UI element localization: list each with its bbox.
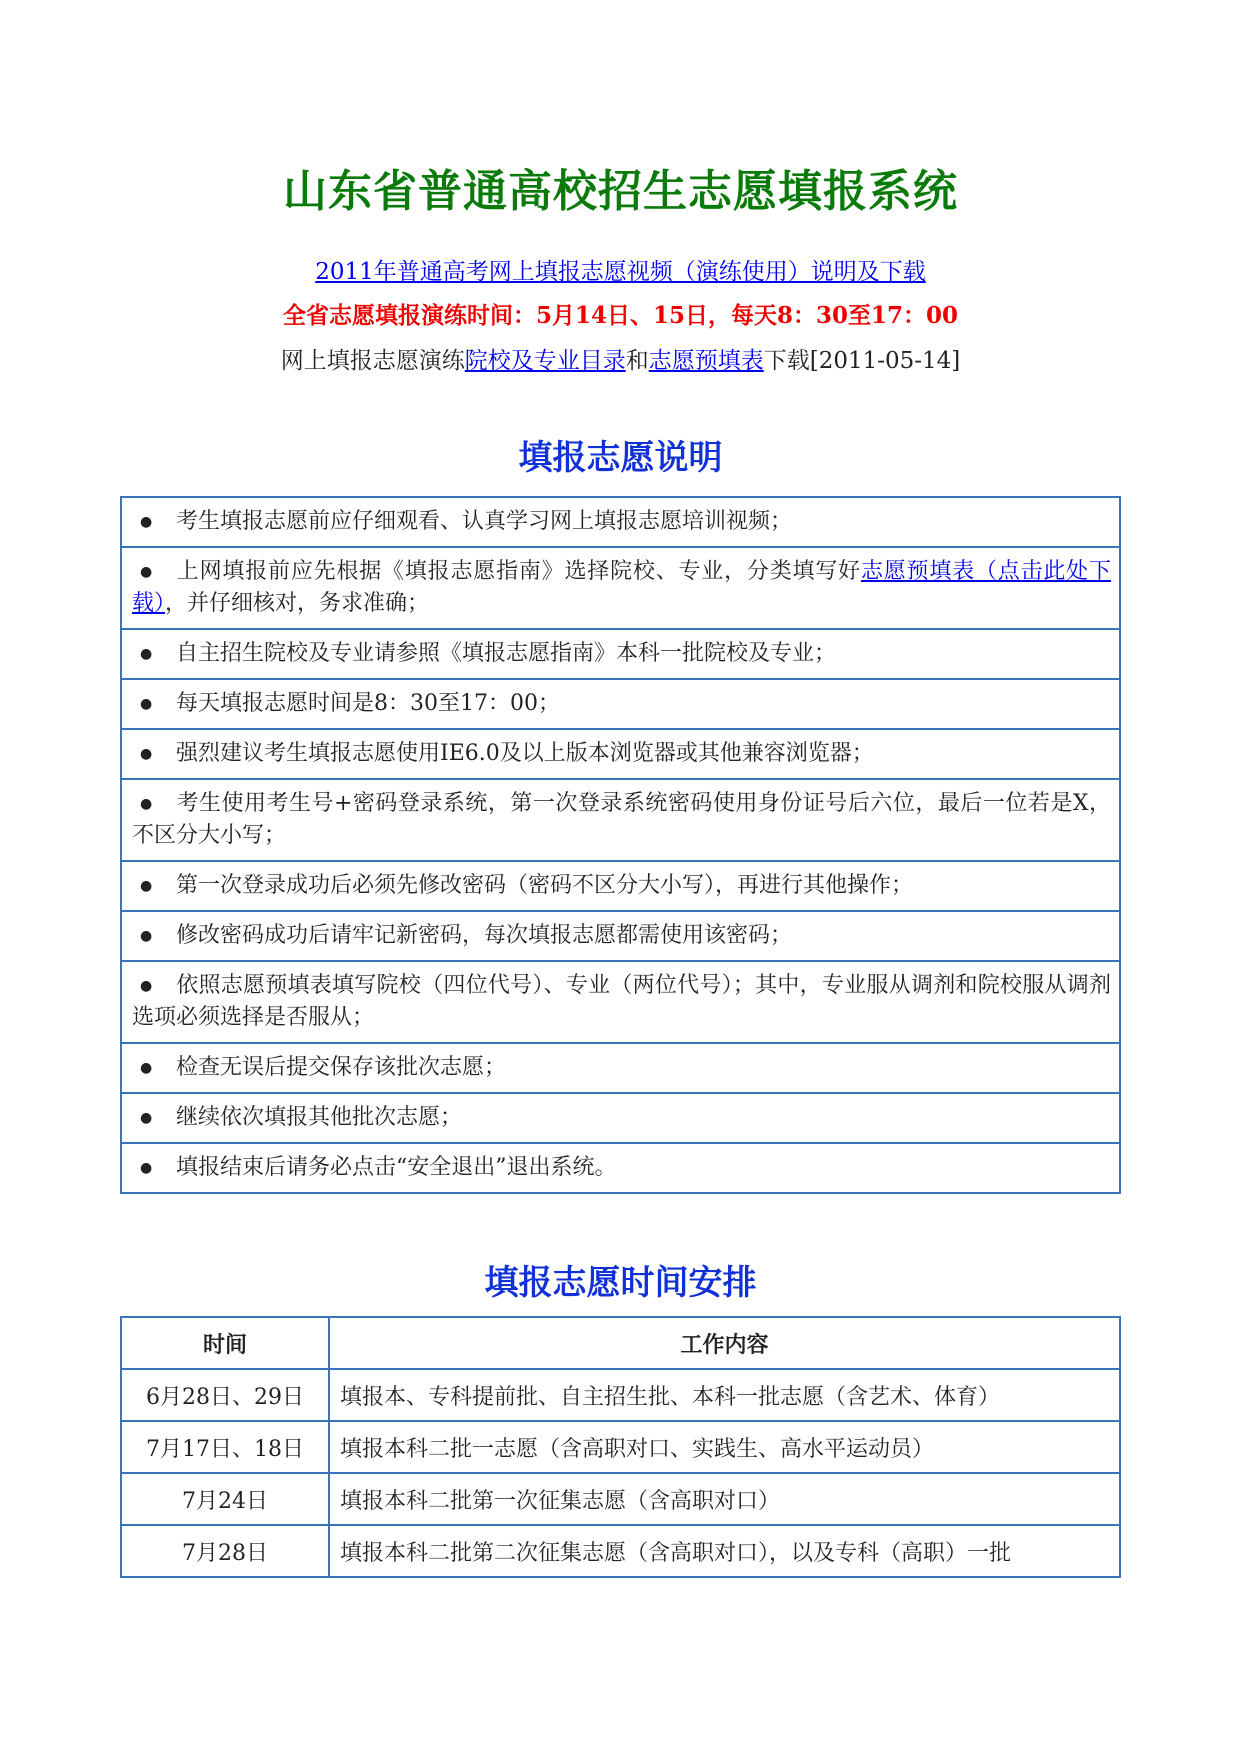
note-row [121, 911, 1120, 961]
notes-table [120, 496, 1121, 1194]
bullet-icon: ● [140, 878, 153, 894]
header-time: 时间 [121, 1317, 329, 1369]
video-link-line [0, 253, 1241, 286]
note-text: 上网填报前应先根据《填报志愿指南》选择院校、专业，分类填写好 [176, 559, 861, 584]
bullet-icon: ● [140, 746, 153, 762]
bullet-icon: ● [140, 646, 153, 662]
schedule-date: 7月17日、18日 [121, 1421, 329, 1473]
bullet-icon: ● [140, 564, 153, 580]
note-cell [121, 961, 1120, 1043]
note-cell [121, 547, 1120, 629]
note-cell [121, 629, 1120, 679]
note-text: 考生使用考生号+密码登录系统，第一次登录系统密码使用身份证号后六位，最后一位若是X，不区分大小写； [132, 791, 1111, 848]
note-row [121, 497, 1120, 547]
download-prefix: 网上填报志愿演练 [280, 348, 465, 374]
bullet-icon: ● [140, 1110, 153, 1126]
note-text: 自主招生院校及专业请参照《填报志愿指南》本科一批院校及专业； [176, 641, 837, 666]
schedule-row [121, 1525, 1120, 1577]
note-row [121, 547, 1120, 629]
schedule-header-row [121, 1317, 1120, 1369]
notes-section-title: 填报志愿说明 [518, 438, 723, 478]
note-cell [121, 679, 1120, 729]
note-row [121, 861, 1120, 911]
schedule-section-title: 填报志愿时间安排 [484, 1263, 757, 1303]
bullet-icon: ● [140, 1160, 153, 1176]
bullet-icon: ● [140, 696, 153, 712]
note-cell [121, 1093, 1120, 1143]
bullet-icon: ● [140, 978, 153, 994]
schedule-date: 7月24日 [121, 1473, 329, 1525]
note-text: 强烈建议考生填报志愿使用IE6.0及以上版本浏览器或其他兼容浏览器； [176, 741, 874, 766]
note-row [121, 961, 1120, 1043]
schedule-content: 填报本科二批一志愿（含高职对口、实践生、高水平运动员） [329, 1421, 1120, 1473]
note-row [121, 729, 1120, 779]
note-row [121, 1043, 1120, 1093]
video-download-link[interactable]: 2011年普通高考网上填报志愿视频（演练使用）说明及下载 [315, 259, 926, 285]
prefill-form-download-link[interactable]: 志愿预填表 [648, 348, 764, 374]
note-text: 填报结束后请务必点击“安全退出”退出系统。 [176, 1155, 617, 1180]
bullet-icon: ● [140, 514, 153, 530]
schedule-date: 6月28日、29日 [121, 1369, 329, 1421]
note-text: 依照志愿预填表填写院校（四位代号）、专业（两位代号）；其中，专业服从调剂和院校服从调剂选项必须选择是否服从； [132, 973, 1111, 1030]
note-cell [121, 911, 1120, 961]
schedule-date: 7月28日 [121, 1525, 329, 1577]
schedule-row [121, 1421, 1120, 1473]
schedule-content: 填报本、专科提前批、自主招生批、本科一批志愿（含艺术、体育） [329, 1369, 1120, 1421]
note-row [121, 679, 1120, 729]
note-text-after: ，并仔细核对，务求准确； [165, 591, 430, 616]
note-cell [121, 1043, 1120, 1093]
note-row [121, 629, 1120, 679]
schedule-content: 填报本科二批第一次征集志愿（含高职对口） [329, 1473, 1120, 1525]
bullet-icon: ● [140, 928, 153, 944]
schedule-table [120, 1316, 1121, 1578]
prefill-form-link[interactable]: 志愿预填表（点击此处下载） [132, 559, 1111, 616]
schedule-row [121, 1473, 1120, 1525]
note-text: 修改密码成功后请牢记新密码，每次填报志愿都需使用该密码； [176, 923, 793, 948]
note-cell [121, 779, 1120, 861]
note-cell [121, 497, 1120, 547]
bullet-icon: ● [140, 796, 153, 812]
page-title: 山东省普通高校招生志愿填报系统 [283, 166, 958, 217]
note-row [121, 1143, 1120, 1193]
note-text: 检查无误后提交保存该批次志愿； [176, 1055, 507, 1080]
note-text: 第一次登录成功后必须先修改密码（密码不区分大小写），再进行其他操作； [176, 873, 914, 898]
catalog-download-link[interactable]: 院校及专业目录 [464, 348, 626, 374]
schedule-content: 填报本科二批第二次征集志愿（含高职对口），以及专科（高职）一批 [329, 1525, 1120, 1577]
drill-time-notice: 全省志愿填报演练时间：5月14日、15日，每天8：30至17：00 [282, 302, 959, 329]
schedule-row [121, 1369, 1120, 1421]
bullet-icon: ● [140, 1060, 153, 1076]
note-cell [121, 729, 1120, 779]
download-suffix: 下载[2011-05-14] [763, 348, 961, 374]
note-text: 考生填报志愿前应仔细观看、认真学习网上填报志愿培训视频； [176, 509, 793, 534]
download-middle: 和 [625, 348, 649, 374]
note-cell [121, 1143, 1120, 1193]
note-text: 每天填报志愿时间是8：30至17：00； [176, 691, 560, 716]
note-text: 继续依次填报其他批次志愿； [176, 1105, 463, 1130]
download-line [0, 342, 1241, 375]
note-row [121, 779, 1120, 861]
note-row [121, 1093, 1120, 1143]
note-cell [121, 861, 1120, 911]
header-content: 工作内容 [329, 1317, 1120, 1369]
